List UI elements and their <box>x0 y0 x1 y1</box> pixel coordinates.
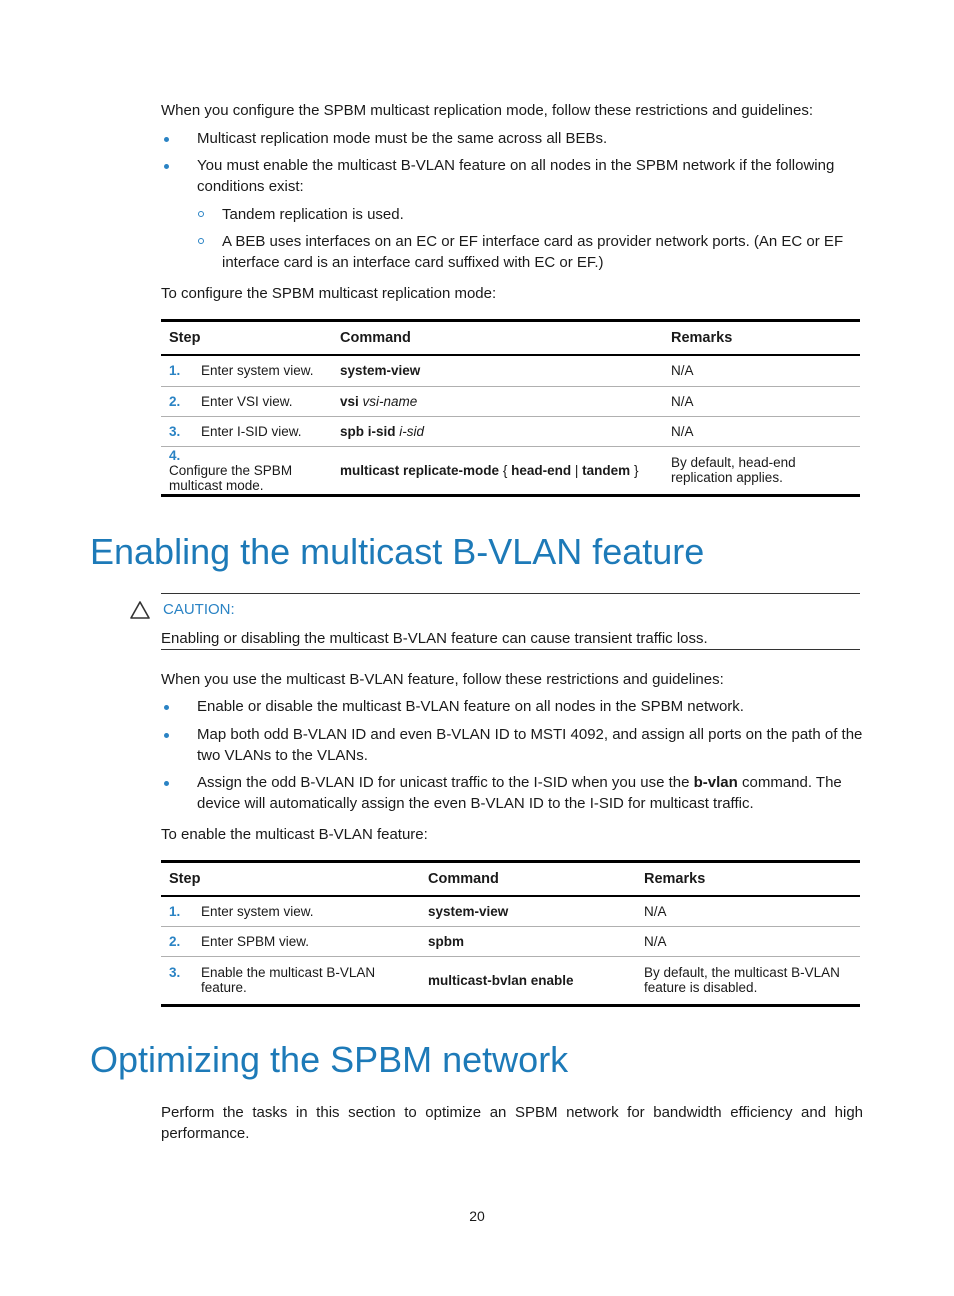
table-header-row <box>161 862 860 897</box>
header-remarks: Remarks <box>663 321 860 356</box>
multicast-bvlan-table <box>161 860 860 1007</box>
section-heading-optimizing-spbm: Optimizing the SPBM network <box>90 1039 569 1080</box>
caution-top-rule <box>161 593 860 594</box>
header-step: Step <box>161 321 332 356</box>
table-row <box>161 386 860 416</box>
header-command: Command <box>332 321 663 356</box>
replication-mode-table <box>161 319 860 497</box>
option-tandem: tandem <box>582 462 631 478</box>
step-text: Enter VSI view. <box>201 393 293 409</box>
remarks-cell: N/A <box>663 416 860 446</box>
table-lead: To enable the multicast B-VLAN feature: <box>161 826 428 843</box>
step-number: 2. <box>169 933 181 949</box>
sub-bullet-circle <box>198 211 204 217</box>
replication-intro: When you configure the SPBM multicast replication mode, follow these restrictions and guidelines: <box>161 102 813 119</box>
step-number: 3. <box>169 423 181 439</box>
sub-bullet-circle <box>198 238 204 244</box>
caution-bottom-rule <box>161 649 860 650</box>
caution-text: Enabling or disabling the multicast B-VLAN feature can cause transient traffic loss. <box>161 630 708 647</box>
bullet-dot <box>164 733 169 738</box>
remarks-cell: N/A <box>663 386 860 416</box>
step-text: Enter system view. <box>201 363 314 379</box>
table-header-row <box>161 321 860 356</box>
option-separator: | <box>574 462 579 478</box>
bullet-item: Multicast replication mode must be the same across all BEBs. <box>197 130 608 147</box>
table-row <box>161 956 860 1005</box>
page-number: 20 <box>469 1208 485 1224</box>
table-row <box>161 355 860 386</box>
table-row <box>161 446 860 495</box>
step-text: Enter system view. <box>201 903 314 919</box>
warning-triangle-icon <box>130 601 150 619</box>
sub-bullet-item: A BEB uses interfaces on an EC or EF interface card as provider network ports. (An EC or EF interface card is an interface card suffixed with EC or EF.) <box>222 233 844 271</box>
bullet-dot <box>164 705 169 710</box>
sub-bullet-item: Tandem replication is used. <box>222 206 404 223</box>
step-number: 3. <box>169 965 181 980</box>
remarks-cell: N/A <box>636 926 860 956</box>
step-text: Enable the multicast B-VLAN feature. <box>201 965 376 995</box>
optimizing-text: Perform the tasks in this section to optimize an SPBM network for bandwidth efficiency and high performance. <box>161 1104 863 1142</box>
bullet-dot <box>164 137 169 142</box>
command-keyword: multicast replicate-mode <box>340 462 500 478</box>
step-number: 1. <box>169 363 181 379</box>
step-number: 2. <box>169 393 181 409</box>
command-keyword: multicast-bvlan enable <box>428 972 574 988</box>
bullet-text: command. The device will automatically assign the even B-VLAN ID to the I-SID for multicast traffic. <box>197 774 842 812</box>
step-number: 1. <box>169 903 181 919</box>
table-row <box>161 416 860 446</box>
b-vlan-keyword: b-vlan <box>693 774 738 791</box>
bullet-item: Map both odd B-VLAN ID and even B-VLAN ID to MSTI 4092, and assign all ports on the path of the two VLANs to the VLANs. <box>197 726 863 764</box>
remarks-cell: N/A <box>663 355 860 386</box>
step-text: Enter I-SID view. <box>201 423 302 439</box>
step-text: Configure the SPBM multicast mode. <box>169 462 293 493</box>
table-row <box>161 926 860 956</box>
table-lead: To configure the SPBM multicast replication mode: <box>161 285 497 302</box>
remarks-cell: By default, head-end replication applies. <box>663 446 860 495</box>
command-keyword: spbm <box>428 933 465 949</box>
command-argument: vsi-name <box>362 393 418 409</box>
remarks-cell: By default, the multicast B-VLAN feature is disabled. <box>636 956 860 1005</box>
header-command: Command <box>420 862 636 897</box>
command-argument: i-sid <box>399 423 425 439</box>
bullet-item: Enable or disable the multicast B-VLAN feature on all nodes in the SPBM network. <box>197 698 744 715</box>
brace-open: { <box>502 462 508 478</box>
brace-close: } <box>633 462 639 478</box>
command-keyword: spb i-sid <box>340 423 396 439</box>
option-head-end: head-end <box>511 462 572 478</box>
bvlan-intro: When you use the multicast B-VLAN feature, follow these restrictions and guidelines: <box>161 671 724 688</box>
command-keyword: system-view <box>428 903 509 919</box>
header-remarks: Remarks <box>636 862 860 897</box>
bullet-item <box>197 772 863 814</box>
bullet-dot <box>164 164 169 169</box>
command-keyword: vsi <box>340 393 359 409</box>
bullet-item: You must enable the multicast B-VLAN feature on all nodes in the SPBM network if the following conditions exist: <box>197 157 835 195</box>
remarks-cell: N/A <box>636 896 860 926</box>
table-row <box>161 896 860 926</box>
step-number: 4. <box>169 447 181 463</box>
section-heading-multicast-bvlan: Enabling the multicast B-VLAN feature <box>90 531 705 572</box>
command-keyword: system-view <box>340 363 421 379</box>
caution-label: CAUTION: <box>163 601 235 618</box>
bullet-dot <box>164 781 169 786</box>
header-step: Step <box>161 862 420 897</box>
step-text: Enter SPBM view. <box>201 933 310 949</box>
bullet-text: Assign the odd B-VLAN ID for unicast traffic to the I-SID when you use the <box>197 774 694 791</box>
